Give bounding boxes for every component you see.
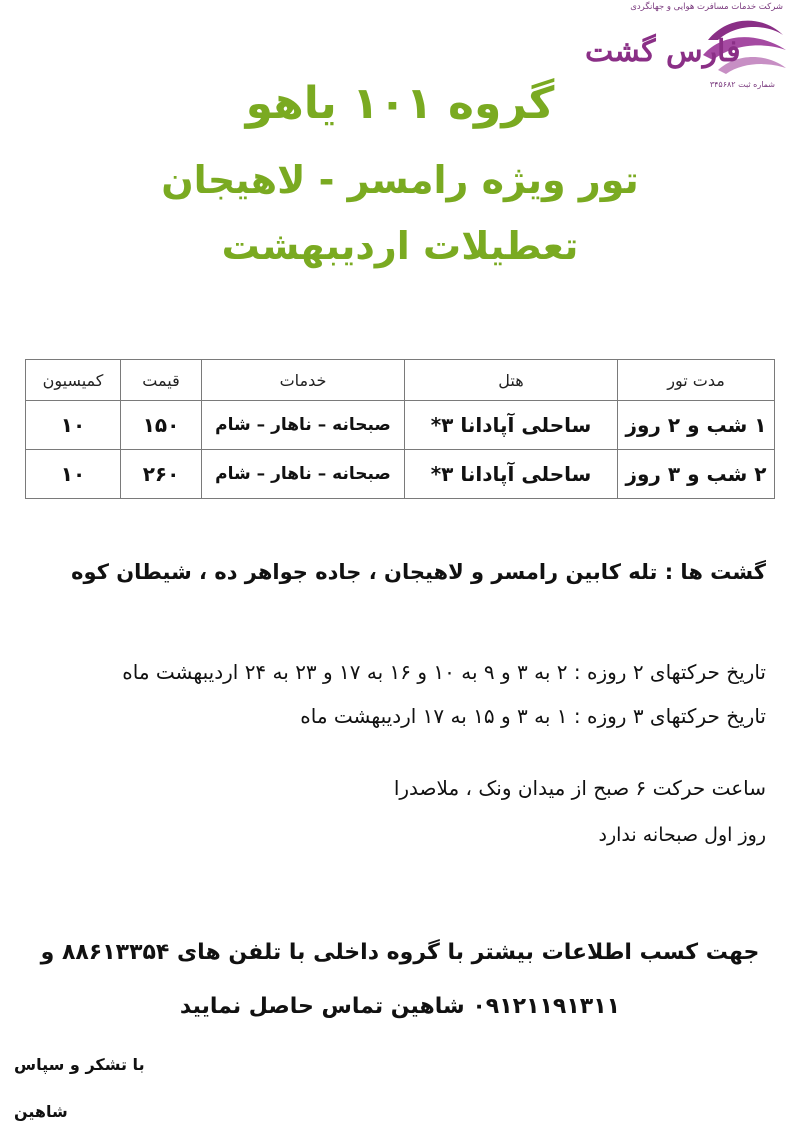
header-services: خدمات [202, 360, 405, 401]
header-hotel: هتل [405, 360, 618, 401]
cell-price: ۱۵۰ [121, 401, 202, 450]
page-title-group: گروه ۱۰۱ یاهو [245, 78, 555, 129]
cell-hotel: ساحلی آپادانا ۳* [405, 401, 618, 450]
departure-time: ساعت حرکت ۶ صبح از میدان ونک ، ملاصدرا [393, 776, 766, 800]
page-title-holiday: تعطیلات اردیبهشت [221, 224, 579, 268]
cell-commission: ۱۰ [26, 450, 121, 499]
thanks-note: با تشکر و سپاس [14, 1055, 145, 1074]
page-title-tour: تور ویژه رامسر - لاهیجان [161, 158, 639, 202]
tour-price-table [25, 359, 775, 499]
table-row [26, 401, 775, 450]
header-price: قیمت [121, 360, 202, 401]
cell-duration: ۲ شب و ۳ روز [618, 450, 775, 499]
contact-line-2: ۰۹۱۲۱۱۹۱۳۱۱ شاهین تماس حاصل نمایید [179, 994, 621, 1019]
logo-brand-name: فارس گشت [585, 34, 741, 69]
logo-registration: شماره ثبت ۳۴۵۶۸۲ [709, 80, 775, 89]
contact-line-1: جهت کسب اطلاعات بیشتر با گروه داخلی با تلفن های ۸۸۶۱۳۳۵۴ و [40, 940, 760, 965]
table-header-row [26, 360, 775, 401]
header-commission: کمیسیون [26, 360, 121, 401]
signer-name: شاهین [14, 1102, 68, 1121]
no-breakfast-note: روز اول صبحانه ندارد [598, 824, 766, 846]
cell-duration: ۱ شب و ۲ روز [618, 401, 775, 450]
tours-line: گشت ها : تله کابین رامسر و لاهیجان ، جاده جواهر ده ، شیطان کوه [71, 560, 766, 584]
cell-hotel: ساحلی آپادانا ۳* [405, 450, 618, 499]
cell-price: ۲۶۰ [121, 450, 202, 499]
cell-services: صبحانه – ناهار – شام [202, 401, 405, 450]
cell-services: صبحانه – ناهار – شام [202, 450, 405, 499]
cell-commission: ۱۰ [26, 401, 121, 450]
table-row [26, 450, 775, 499]
header-duration: مدت تور [618, 360, 775, 401]
logo-company-line: شرکت خدمات مسافرت هوایی و جهانگردی [630, 2, 783, 12]
departure-dates-3day: تاریخ حرکتهای ۳ روزه : ۱ به ۳ و ۱۵ به ۱۷ اردیبهشت ماه [300, 704, 766, 728]
departure-dates-2day: تاریخ حرکتهای ۲ روزه : ۲ به ۳ و ۹ به ۱۰ و ۱۶ به ۱۷ و ۲۳ به ۲۴ اردیبهشت ماه [122, 660, 766, 684]
